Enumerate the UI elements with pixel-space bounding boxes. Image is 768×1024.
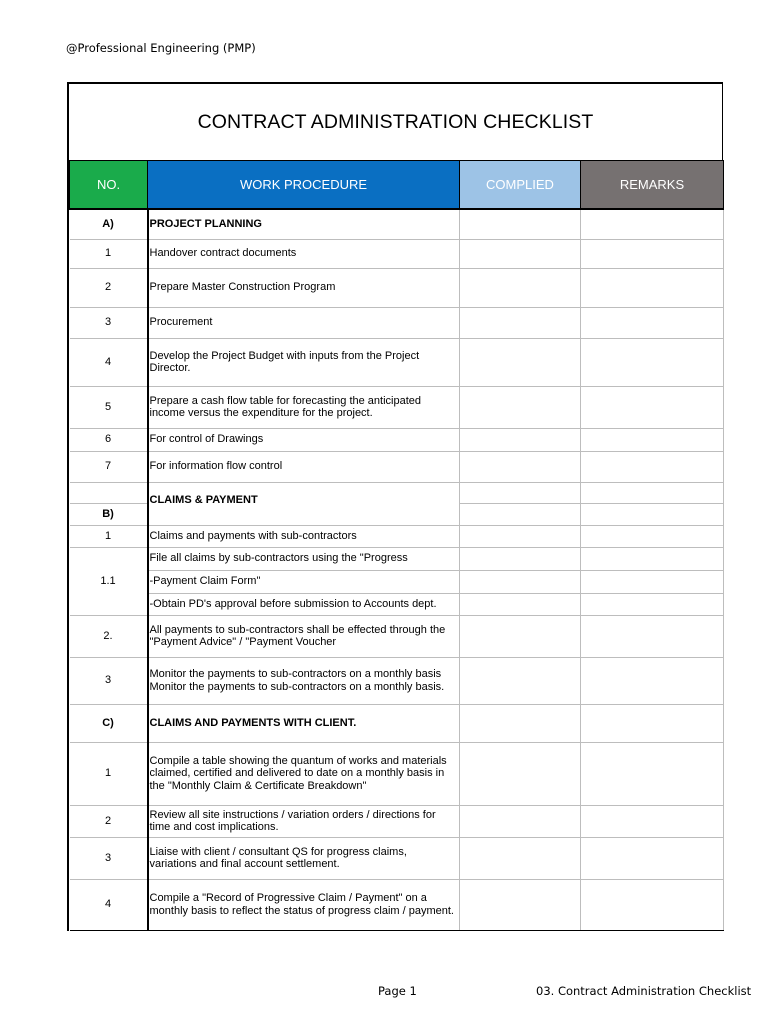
item-number: 1.1 — [70, 547, 148, 615]
work-procedure-text: Review all site instructions / variation orders / directions for time and cost implications. — [148, 805, 460, 837]
table-row — [70, 307, 724, 338]
complied-cell[interactable] — [460, 239, 581, 268]
column-header-work-procedure: WORK PROCEDURE — [148, 161, 460, 210]
item-number: 3 — [70, 657, 148, 704]
item-number: 2 — [70, 268, 148, 307]
complied-cell[interactable] — [460, 209, 581, 239]
table-header-row — [70, 161, 724, 210]
remarks-cell[interactable] — [581, 704, 724, 742]
item-number: 3 — [70, 307, 148, 338]
spacer-row — [70, 482, 724, 503]
complied-cell[interactable] — [460, 307, 581, 338]
item-number: 1 — [70, 525, 148, 547]
complied-cell[interactable] — [460, 657, 581, 704]
footer-sheet-name: 03. Contract Administration Checklist — [536, 984, 752, 998]
remarks-cell[interactable] — [581, 547, 724, 570]
work-procedure-text: Prepare a cash flow table for forecasting the anticipated income versus the expenditure for the project. — [148, 386, 460, 428]
sheet-title: CONTRACT ADMINISTRATION CHECKLIST — [69, 84, 723, 160]
remarks-cell[interactable] — [581, 657, 724, 704]
item-number: C) — [70, 704, 148, 742]
table-row — [70, 570, 724, 593]
remarks-cell[interactable] — [581, 805, 724, 837]
work-procedure-text: -Obtain PD's approval before submission to Accounts dept. — [148, 593, 460, 615]
complied-cell[interactable] — [460, 503, 581, 525]
complied-cell[interactable] — [460, 482, 581, 503]
work-procedure-text: Prepare Master Construction Program — [148, 268, 460, 307]
table-row — [70, 268, 724, 307]
section-title: CLAIMS AND PAYMENTS WITH CLIENT. — [148, 704, 460, 742]
remarks-cell[interactable] — [581, 307, 724, 338]
item-number: B) — [70, 503, 148, 525]
complied-cell[interactable] — [460, 837, 581, 879]
work-procedure-text: Procurement — [148, 307, 460, 338]
remarks-cell[interactable] — [581, 593, 724, 615]
complied-cell[interactable] — [460, 742, 581, 805]
table-row — [70, 451, 724, 482]
table-row — [70, 837, 724, 879]
remarks-cell[interactable] — [581, 525, 724, 547]
item-number: 2 — [70, 805, 148, 837]
complied-cell[interactable] — [460, 338, 581, 386]
table-row — [70, 657, 724, 704]
section-title: PROJECT PLANNING — [148, 209, 460, 239]
remarks-cell[interactable] — [581, 386, 724, 428]
work-procedure-text: Monitor the payments to sub-contractors on a monthly basis Monitor the payments to sub-contractors on a monthly basis. — [148, 657, 460, 704]
item-number: 2. — [70, 615, 148, 657]
work-procedure-text: Compile a table showing the quantum of works and materials claimed, certified and delivered to date on a monthly basis in the "Monthly Claim & Certificate Breakdown" — [148, 742, 460, 805]
complied-cell[interactable] — [460, 704, 581, 742]
table-row — [70, 879, 724, 930]
complied-cell[interactable] — [460, 386, 581, 428]
complied-cell[interactable] — [460, 879, 581, 930]
item-number: 1 — [70, 239, 148, 268]
complied-cell[interactable] — [460, 525, 581, 547]
remarks-cell[interactable] — [581, 879, 724, 930]
complied-cell[interactable] — [460, 805, 581, 837]
checklist-table — [69, 160, 724, 931]
work-procedure-text: Liaise with client / consultant QS for progress claims, variations and final account settlement. — [148, 837, 460, 879]
table-row — [70, 742, 724, 805]
complied-cell[interactable] — [460, 268, 581, 307]
organization-label: @Professional Engineering (PMP) — [66, 41, 256, 55]
remarks-cell[interactable] — [581, 482, 724, 503]
column-header-complied: COMPLIED — [460, 161, 581, 210]
work-procedure-text: For control of Drawings — [148, 428, 460, 451]
column-header-no: NO. — [70, 161, 148, 210]
complied-cell[interactable] — [460, 451, 581, 482]
table-row — [70, 805, 724, 837]
table-row — [70, 338, 724, 386]
complied-cell[interactable] — [460, 615, 581, 657]
item-number: 1 — [70, 742, 148, 805]
remarks-cell[interactable] — [581, 239, 724, 268]
section-title: CLAIMS & PAYMENT — [148, 482, 460, 525]
item-number: A) — [70, 209, 148, 239]
remarks-cell[interactable] — [581, 570, 724, 593]
remarks-cell[interactable] — [581, 451, 724, 482]
remarks-cell[interactable] — [581, 615, 724, 657]
item-number: 7 — [70, 451, 148, 482]
work-procedure-text: All payments to sub-contractors shall be effected through the "Payment Advice" / "Payment Voucher — [148, 615, 460, 657]
section-row — [70, 209, 724, 239]
complied-cell[interactable] — [460, 547, 581, 570]
item-number: 5 — [70, 386, 148, 428]
remarks-cell[interactable] — [581, 503, 724, 525]
footer-page-number: Page 1 — [378, 984, 417, 998]
work-procedure-text: -Payment Claim Form" — [148, 570, 460, 593]
table-row — [70, 525, 724, 547]
checklist-sheet — [67, 82, 723, 931]
remarks-cell[interactable] — [581, 428, 724, 451]
remarks-cell[interactable] — [581, 209, 724, 239]
complied-cell[interactable] — [460, 428, 581, 451]
work-procedure-text: Develop the Project Budget with inputs from the Project Director. — [148, 338, 460, 386]
item-number: 3 — [70, 837, 148, 879]
remarks-cell[interactable] — [581, 268, 724, 307]
item-number: 4 — [70, 338, 148, 386]
remarks-cell[interactable] — [581, 338, 724, 386]
work-procedure-text: Handover contract documents — [148, 239, 460, 268]
table-row — [70, 547, 724, 570]
column-header-remarks: REMARKS — [581, 161, 724, 210]
work-procedure-text: Compile a "Record of Progressive Claim / Payment" on a monthly basis to reflect the status of progress claim / payment. — [148, 879, 460, 930]
item-number: 6 — [70, 428, 148, 451]
remarks-cell[interactable] — [581, 837, 724, 879]
work-procedure-text: For information flow control — [148, 451, 460, 482]
item-number: 4 — [70, 879, 148, 930]
table-row — [70, 428, 724, 451]
remarks-cell[interactable] — [581, 742, 724, 805]
table-row — [70, 386, 724, 428]
table-row — [70, 593, 724, 615]
table-row — [70, 615, 724, 657]
complied-cell[interactable] — [460, 593, 581, 615]
work-procedure-text: Claims and payments with sub-contractors — [148, 525, 460, 547]
complied-cell[interactable] — [460, 570, 581, 593]
table-row — [70, 239, 724, 268]
section-row — [70, 704, 724, 742]
work-procedure-text: File all claims by sub-contractors using the "Progress — [148, 547, 460, 570]
